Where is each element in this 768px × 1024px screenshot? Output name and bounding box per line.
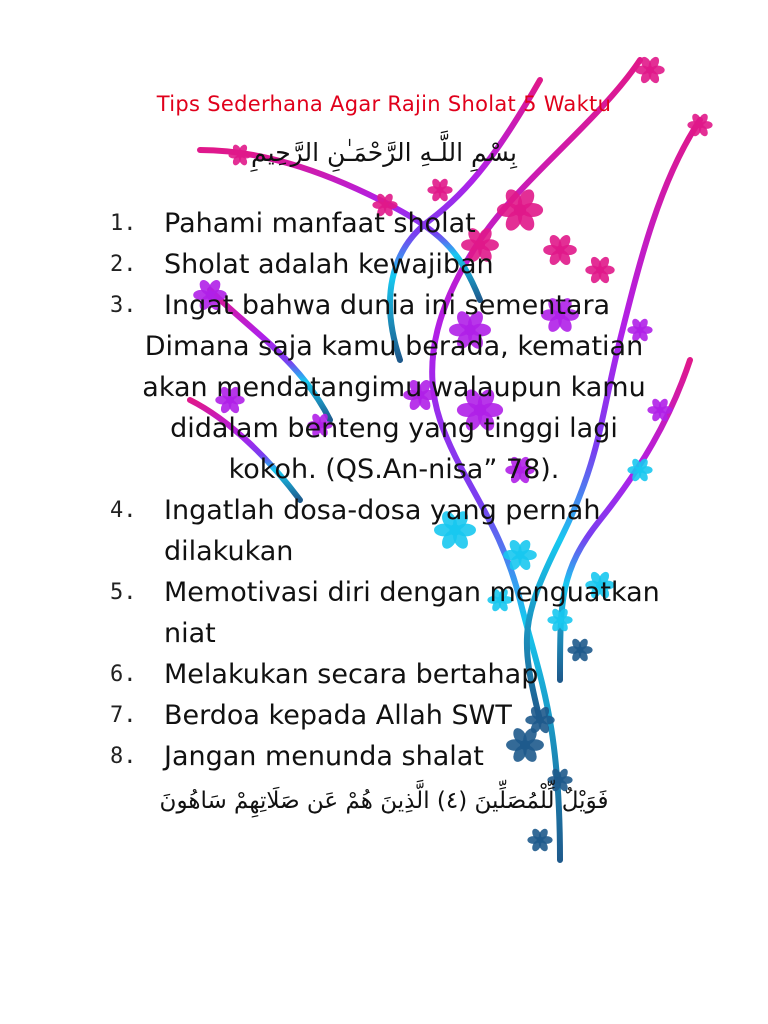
item-text: Melakukan secara bertahap (164, 659, 539, 690)
list-item (110, 572, 710, 654)
item-number: 5. (110, 580, 137, 605)
item-text: Jangan menunda shalat (164, 741, 484, 772)
item-text: Sholat adalah kewajiban (164, 249, 494, 280)
item-text: Memotivasi diri dengan menguatkan niat (164, 577, 660, 649)
item-number: 2. (110, 252, 137, 277)
tips-list (110, 203, 710, 777)
list-item (110, 203, 710, 244)
item-text-block (142, 285, 710, 490)
item-text: Ingat bahwa dunia ini sementara (164, 290, 611, 321)
item-number: 7. (110, 703, 137, 728)
list-item (110, 654, 710, 695)
quran-note: Dimana saja kamu berada, kematian akan mendatangimu walaupun kamu didalam benteng yang tinggi lagi kokoh. (QS.An-nisa” 78). (142, 331, 646, 485)
item-number: 4. (110, 498, 137, 523)
list-item (110, 736, 710, 777)
quran-verse: فَوَيْلٌ لِّلْمُصَلِّينَ (٤) الَّذِينَ هُمْ عَن صَلَاتِهِمْ سَاهُونَ (159, 788, 609, 814)
item-text: Berdoa kepada Allah SWT (164, 700, 512, 731)
item-number: 1. (110, 211, 137, 236)
list-item (110, 285, 710, 490)
list-item (110, 490, 710, 572)
item-number: 3. (110, 293, 137, 318)
page-title: Tips Sederhana Agar Rajin Sholat 5 Waktu (156, 92, 612, 116)
list-item (110, 695, 710, 736)
basmala-text: بِسْمِ اللَّـهِ الرَّحْمَـٰنِ الرَّحِيمِ (251, 138, 517, 167)
list-item (110, 244, 710, 285)
item-text: Ingatlah dosa-dosa yang pernah dilakukan (164, 495, 601, 567)
item-text: Pahami manfaat sholat (164, 208, 476, 239)
item-number: 8. (110, 744, 137, 769)
item-number: 6. (110, 662, 137, 687)
